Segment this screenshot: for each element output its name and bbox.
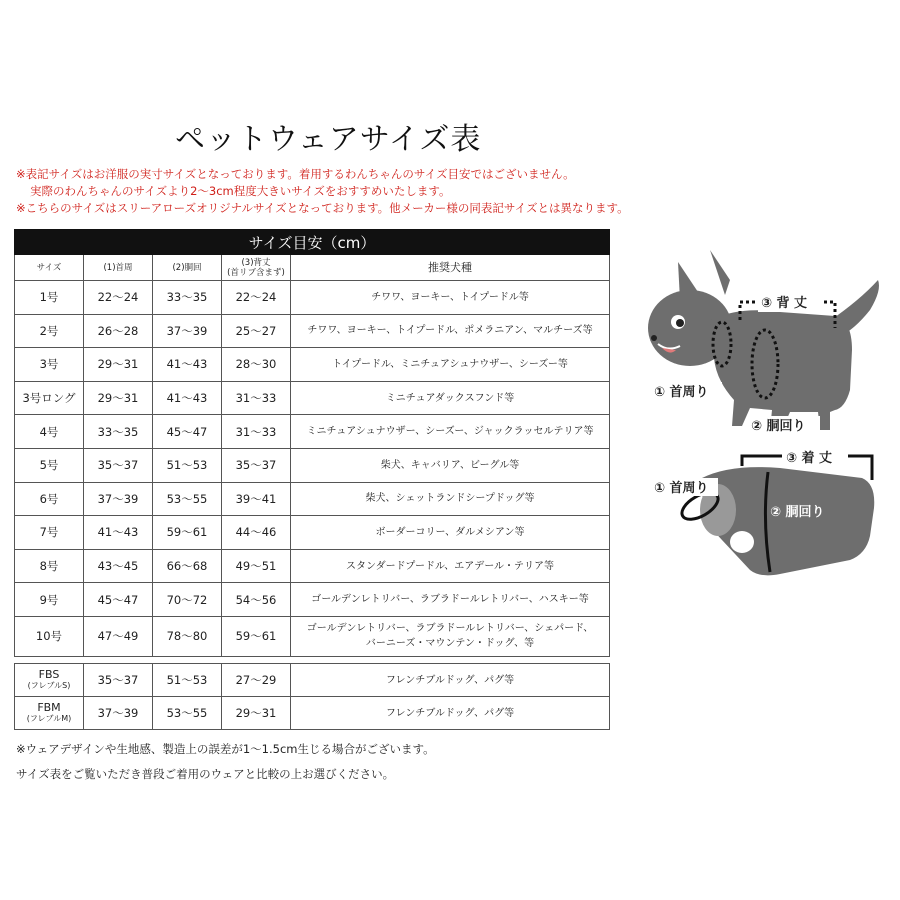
- cell-size-sub: (フレブルS): [27, 681, 71, 690]
- cell-breed: ミニチュアシュナウザー、シーズー、ジャックラッセルテリア等: [291, 415, 610, 449]
- dog-label-chest: [748, 416, 820, 434]
- cell-chest: 37～39: [153, 314, 222, 348]
- note-line: ※表記サイズはお洋服の実寸サイズとなっております。着用するわんちゃんのサイズ目安ではございません。: [16, 167, 575, 181]
- cell-chest: 41～43: [153, 348, 222, 382]
- dog-label-neck: [652, 382, 722, 400]
- table-row: [15, 616, 610, 656]
- cell-size-sub: (フレブルM): [26, 714, 72, 723]
- col-header-back-label: (3)背丈: [241, 257, 271, 268]
- col-header-chest: (2)胴回: [153, 255, 222, 281]
- cell-size: 6号: [15, 482, 84, 516]
- wear-label-neck: [652, 478, 718, 496]
- cell-size: [15, 697, 84, 730]
- cell-neck: 37～39: [84, 482, 153, 516]
- cell-breed-line: バーニーズ・マウンテン・ドッグ、等: [365, 638, 535, 650]
- cell-back: 27～29: [222, 664, 291, 697]
- fb-size-table: [14, 663, 610, 730]
- cell-chest: 78～80: [153, 616, 222, 656]
- cell-chest: 70～72: [153, 583, 222, 617]
- wear-label-neck-text: ① 首周り: [654, 481, 709, 496]
- cell-neck: 26～28: [84, 314, 153, 348]
- wear-silhouette: [700, 467, 874, 575]
- cell-neck: 35～37: [84, 664, 153, 697]
- cell-neck: 37～39: [84, 697, 153, 730]
- wear-label-length: [782, 448, 848, 466]
- cell-chest: 59～61: [153, 516, 222, 550]
- col-header-back: [222, 255, 291, 281]
- cell-chest: 45～47: [153, 415, 222, 449]
- col-header-neck: (1)首周: [84, 255, 153, 281]
- wear-label-chest: ② 胴回り: [770, 505, 825, 520]
- cell-chest: 66～68: [153, 549, 222, 583]
- cell-breed: ボーダーコリー、ダルメシアン等: [291, 516, 610, 550]
- size-table: [14, 229, 610, 657]
- dog-label-back: [758, 294, 822, 312]
- table-row: [15, 448, 610, 482]
- cell-breed: ミニチュアダックスフンド等: [291, 381, 610, 415]
- note-line: 実際のわんちゃんのサイズより2～3cm程度大きいサイズをおすすめいたします。: [30, 184, 451, 198]
- cell-chest: 51～53: [153, 664, 222, 697]
- table-row: [15, 381, 610, 415]
- measurement-illustration: [630, 240, 890, 590]
- table-header-row: [15, 255, 610, 281]
- cell-neck: 45～47: [84, 583, 153, 617]
- cell-back: 35～37: [222, 448, 291, 482]
- cell-size: 3号: [15, 348, 84, 382]
- cell-chest: 41～43: [153, 381, 222, 415]
- cell-size: 3号ロング: [15, 381, 84, 415]
- dog-label-chest-text: ② 胴回り: [751, 419, 806, 434]
- cell-size: 4号: [15, 415, 84, 449]
- cell-back: 31～33: [222, 415, 291, 449]
- cell-neck: 35～37: [84, 448, 153, 482]
- cell-back: 25～27: [222, 314, 291, 348]
- cell-neck: 29～31: [84, 381, 153, 415]
- cell-back: 44～46: [222, 516, 291, 550]
- cell-chest: 51～53: [153, 448, 222, 482]
- footer-note: ※ウェアデザインや生地感、製造上の誤差が1～1.5cm生じる場合がございます。: [16, 742, 435, 756]
- table-heading: サイズ目安（cm）: [15, 230, 610, 255]
- cell-breed: チワワ、ヨーキー、トイプードル等: [291, 281, 610, 315]
- cell-neck: 43～45: [84, 549, 153, 583]
- cell-neck: 47～49: [84, 616, 153, 656]
- cell-breed: 柴犬、シェットランドシープドッグ等: [291, 482, 610, 516]
- cell-breed: チワワ、ヨーキー、トイプードル、ポメラニアン、マルチーズ等: [291, 314, 610, 348]
- table-row: [15, 583, 610, 617]
- cell-chest: 33～35: [153, 281, 222, 315]
- cell-size: 5号: [15, 448, 84, 482]
- cell-chest: 53～55: [153, 482, 222, 516]
- page-title: ペットウェアサイズ表: [175, 122, 482, 157]
- cell-size: [15, 664, 84, 697]
- cell-breed: 柴犬、キャバリア、ビーグル等: [291, 448, 610, 482]
- col-header-back-note: (首リブ含まず): [227, 267, 285, 278]
- cell-size: 2号: [15, 314, 84, 348]
- cell-breed-line: ゴールデンレトリバー、ラブラドールレトリバー、シェパード、: [306, 623, 594, 635]
- dog-label-neck-text: ① 首周り: [654, 385, 709, 400]
- cell-size: 8号: [15, 549, 84, 583]
- cell-neck: 33～35: [84, 415, 153, 449]
- cell-back: 29～31: [222, 697, 291, 730]
- table-row: [15, 348, 610, 382]
- cell-neck: 29～31: [84, 348, 153, 382]
- cell-size: 7号: [15, 516, 84, 550]
- cell-size: 10号: [15, 616, 84, 656]
- cell-back: 28～30: [222, 348, 291, 382]
- cell-neck: 22～24: [84, 281, 153, 315]
- cell-back: 39～41: [222, 482, 291, 516]
- cell-chest: 53～55: [153, 697, 222, 730]
- col-header-size: サイズ: [15, 255, 84, 281]
- wear-label-length-text: ③ 着 丈: [786, 451, 833, 466]
- cell-size: 9号: [15, 583, 84, 617]
- table-row: [15, 314, 610, 348]
- dog-label-back-text: ③ 背 丈: [761, 296, 808, 311]
- table-row: [15, 516, 610, 550]
- table-row: [15, 415, 610, 449]
- cell-breed: フレンチブルドッグ、パグ等: [291, 697, 610, 730]
- table-row: [15, 482, 610, 516]
- table-row: [15, 281, 610, 315]
- cell-size-main: FBS: [38, 668, 60, 681]
- cell-back: 54～56: [222, 583, 291, 617]
- cell-breed: トイプードル、ミニチュアシュナウザー、シーズー等: [291, 348, 610, 382]
- cell-neck: 41～43: [84, 516, 153, 550]
- note-line: ※こちらのサイズはスリーアローズオリジナルサイズとなっております。他メーカー様の同表記サイズとは異なります。: [16, 201, 629, 215]
- table-row: [15, 664, 610, 697]
- cell-breed: ゴールデンレトリバー、ラブラドールレトリバー、ハスキー等: [291, 583, 610, 617]
- cell-back: 49～51: [222, 549, 291, 583]
- notes-block: [16, 166, 629, 217]
- cell-breed: [291, 616, 610, 656]
- dog-silhouette: [648, 250, 879, 430]
- cell-back: 59～61: [222, 616, 291, 656]
- cell-back: 22～24: [222, 281, 291, 315]
- cell-size: 1号: [15, 281, 84, 315]
- cell-breed: スタンダードプードル、エアデール・テリア等: [291, 549, 610, 583]
- cell-breed: フレンチブルドッグ、パグ等: [291, 664, 610, 697]
- col-header-breed: 推奨犬種: [291, 255, 610, 281]
- cell-size-main: FBM: [37, 701, 61, 714]
- table-row: [15, 549, 610, 583]
- footer-note: サイズ表をご覧いただき普段ご着用のウェアと比較の上お選びください。: [16, 767, 395, 781]
- table-row: [15, 697, 610, 730]
- cell-back: 31～33: [222, 381, 291, 415]
